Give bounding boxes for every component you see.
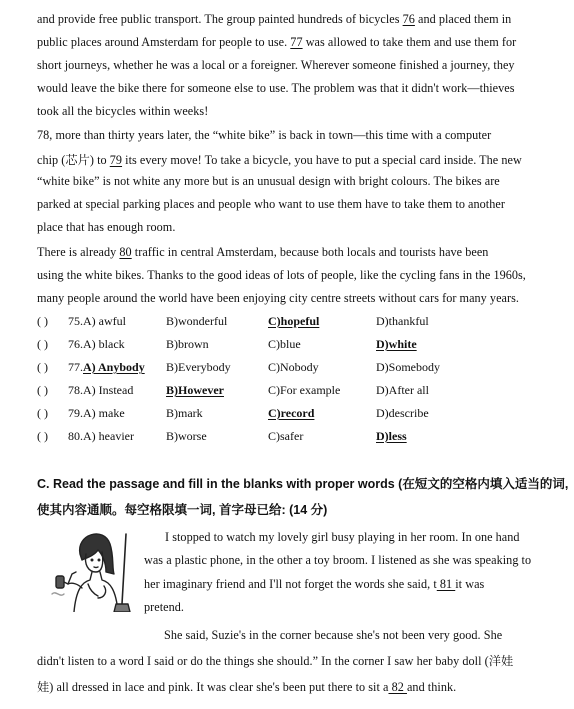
section-c-line xyxy=(37,678,456,695)
option-c: C)For example xyxy=(268,383,341,397)
text-run: its every move! To take a bicycle, you have to put a special card inside. The new xyxy=(122,153,522,167)
passage-line xyxy=(37,104,208,119)
answer-paren: ( ) xyxy=(37,429,48,443)
text-run: was a plastic phone, in the other a toy broom. I listened as she was speaking to xyxy=(144,553,532,567)
option-a: A) Instead xyxy=(83,383,134,397)
blank-number: 77 xyxy=(290,35,303,49)
text-run: and provide free public transport. The group painted hundreds of bicycles xyxy=(37,12,403,26)
option-b: B)wonderful xyxy=(166,314,228,328)
option-b: B)However xyxy=(166,383,224,397)
text-run: 娃) all dressed in lace and pink. It was clear she's been put there to sit a xyxy=(37,680,389,694)
answer-paren: ( ) xyxy=(37,406,48,420)
question-number: 78. xyxy=(68,383,83,397)
passage-line xyxy=(37,268,526,283)
question-number-and-option-a xyxy=(68,360,145,375)
question-number-and-option-a xyxy=(68,383,133,398)
section-c-line xyxy=(144,600,184,615)
blank-number: 81 xyxy=(436,577,456,591)
section-c-line xyxy=(37,652,513,669)
text-run: She said, Suzie's in the corner because she's not been very good. She xyxy=(164,628,503,642)
passage-line xyxy=(37,220,175,235)
text-run: There is already xyxy=(37,245,120,259)
option-c: C)record xyxy=(268,406,315,420)
option-c: C)hopeful xyxy=(268,314,320,328)
passage-line xyxy=(37,81,515,96)
question-number-and-option-a xyxy=(68,314,126,329)
option-a: A) black xyxy=(83,337,125,351)
answer-paren: ( ) xyxy=(37,383,48,397)
blank-number: 82 xyxy=(388,680,407,694)
option-a: A) heavier xyxy=(83,429,134,443)
passage-line xyxy=(37,174,500,189)
blank-number: 80 xyxy=(119,245,132,259)
passage-line xyxy=(37,291,519,306)
passage-line xyxy=(37,58,515,73)
option-d: D)white xyxy=(376,337,417,351)
text-run: and placed them in xyxy=(414,12,512,26)
option-c: C)Nobody xyxy=(268,360,319,374)
passage-line xyxy=(37,197,505,212)
section-c-line xyxy=(144,577,484,592)
answer-paren: ( ) xyxy=(37,337,48,351)
girl-illustration xyxy=(42,524,142,612)
text-run: I stopped to watch my lovely girl busy playing in her room. In one hand xyxy=(165,530,520,544)
text-run: was allowed to take them and use them for xyxy=(302,35,517,49)
text-run: short journeys, whether he was a local or a foreigner. Wherever someone finished a journey, they xyxy=(37,58,515,72)
question-number-and-option-a xyxy=(68,337,125,352)
section-c-line xyxy=(164,628,502,643)
blank-number: 79 xyxy=(109,153,123,167)
passage-line xyxy=(37,245,488,260)
text-run: 78, more than thirty years later, the “white bike” is back in town—this time with a computer xyxy=(37,128,492,142)
question-number: 77. xyxy=(68,360,83,374)
text-run: would leave the bike there for someone else to use. The problem was that it didn't work—thieves xyxy=(37,81,515,95)
passage-line xyxy=(37,35,516,50)
section-c-heading-line2: 使其内容通顺。每空格限填一词, 首字母已给: (14 分) xyxy=(37,503,328,517)
answer-paren: ( ) xyxy=(37,360,48,374)
text-run: didn't listen to a word I said or do the things she should.” In the corner I saw her baby doll (洋娃 xyxy=(37,654,514,668)
text-run: public places around Amsterdam for people to use. xyxy=(37,35,291,49)
option-d: D)describe xyxy=(376,406,429,420)
text-run: place that has enough room. xyxy=(37,220,176,234)
option-b: B)worse xyxy=(166,429,207,443)
option-b: B)brown xyxy=(166,337,209,351)
text-run: parked at special parking places and people who want to use them have to take them to another xyxy=(37,197,505,211)
text-run: and think. xyxy=(406,680,457,694)
option-b: B)Everybody xyxy=(166,360,231,374)
option-d: D)thankful xyxy=(376,314,429,328)
option-d: D)Somebody xyxy=(376,360,440,374)
passage-line xyxy=(37,128,491,143)
text-run: it was xyxy=(455,577,485,591)
option-a: A) awful xyxy=(83,314,126,328)
question-number: 79. xyxy=(68,406,83,420)
option-d: D)less xyxy=(376,429,407,443)
text-run: her imaginary friend and I'll not forget the words she said, t xyxy=(144,577,437,591)
question-number-and-option-a xyxy=(68,406,125,421)
question-number: 76. xyxy=(68,337,83,351)
question-number: 80. xyxy=(68,429,83,443)
question-number-and-option-a xyxy=(68,429,134,444)
text-run: pretend. xyxy=(144,600,184,614)
answer-paren: ( ) xyxy=(37,314,48,328)
question-number: 75. xyxy=(68,314,83,328)
blank-number: 76 xyxy=(402,12,415,26)
option-d: D)After all xyxy=(376,383,429,397)
option-a: A) Anybody xyxy=(83,360,145,374)
passage-line xyxy=(37,151,522,168)
option-b: B)mark xyxy=(166,406,203,420)
passage-line xyxy=(37,12,511,27)
option-c: C)safer xyxy=(268,429,304,443)
text-run: took all the bicycles within weeks! xyxy=(37,104,209,118)
text-run: many people around the world have been enjoying city centre streets without cars for many years. xyxy=(37,291,519,305)
option-a: A) make xyxy=(83,406,125,420)
text-run: traffic in central Amsterdam, because both locals and tourists have been xyxy=(131,245,489,259)
text-run: using the white bikes. Thanks to the good ideas of lots of people, like the cycling fans in the 1960s, xyxy=(37,268,526,282)
text-run: “white bike” is not white any more but is an unusual design with bright colours. The bikes are xyxy=(37,174,500,188)
section-c-heading-line1: C. Read the passage and fill in the blanks with proper words (在短文的空格内填入适当的词, xyxy=(37,477,569,491)
option-c: C)blue xyxy=(268,337,301,351)
section-c-line xyxy=(144,553,531,568)
text-run: chip (芯片) to xyxy=(37,153,110,167)
section-c-line xyxy=(165,530,520,545)
